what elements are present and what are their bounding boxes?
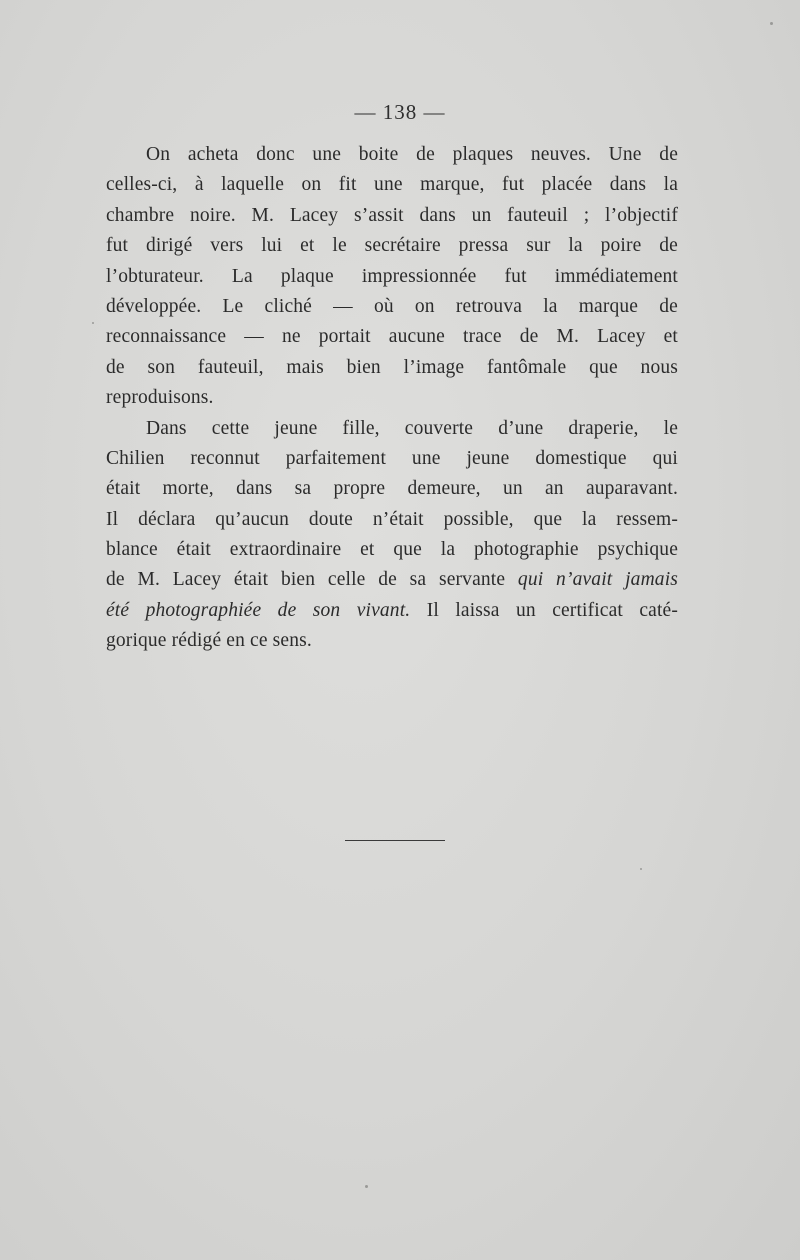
italic-run: qui n’avait jamais xyxy=(517,569,679,591)
text-line: Il déclara qu’aucun doute n’était possible, que la ressem- xyxy=(106,508,678,530)
text-line: fut dirigé vers lui et le secrétaire pressa sur la poire de xyxy=(106,235,678,257)
paragraph-1 xyxy=(106,140,678,414)
end-rule xyxy=(345,840,445,841)
text-line: chambre noire. M. Lacey s’assit dans un fauteuil ; l’objectif xyxy=(106,204,678,226)
paper-speck xyxy=(770,22,773,25)
text-line: blance était extraordinaire et que la photographie psychique xyxy=(106,539,678,561)
text-line: développée. Le cliché — où on retrouva la marque de xyxy=(106,295,678,317)
italic-run: été photographiée de son vivant. xyxy=(106,599,411,621)
body-text xyxy=(106,140,678,657)
text-line: l’obturateur. La plaque impressionnée fut immédiatement xyxy=(106,265,678,287)
paragraph-2 xyxy=(106,414,678,657)
text-run: de M. Lacey était bien celle de sa servante xyxy=(106,569,506,591)
page-number: — 138 — xyxy=(354,100,446,124)
text-line: Dans cette jeune fille, couverte d’une draperie, le xyxy=(146,417,678,439)
text-line-mixed xyxy=(106,565,678,595)
text-line: était morte, dans sa propre demeure, un an auparavant. xyxy=(106,478,678,500)
text-run: Il laissa un certificat caté- xyxy=(426,599,679,621)
text-line: On acheta donc une boite de plaques neuves. Une de xyxy=(146,144,678,165)
text-line: reconnaissance — ne portait aucune trace de M. Lacey et xyxy=(106,326,678,348)
text-line: reproduisons. xyxy=(106,387,214,409)
text-line: Chilien reconnut parfaitement une jeune domestique qui xyxy=(106,447,678,469)
text-line: celles-ci, à laquelle on fit une marque, fut placée dans la xyxy=(106,174,678,196)
text-line: gorique rédigé en ce sens. xyxy=(106,630,312,652)
text-line-mixed xyxy=(106,596,678,626)
paper-speck xyxy=(92,322,94,324)
paper-speck xyxy=(640,868,642,870)
paper-speck xyxy=(365,1185,368,1188)
text-line: de son fauteuil, mais bien l’image fantômale que nous xyxy=(106,356,678,378)
